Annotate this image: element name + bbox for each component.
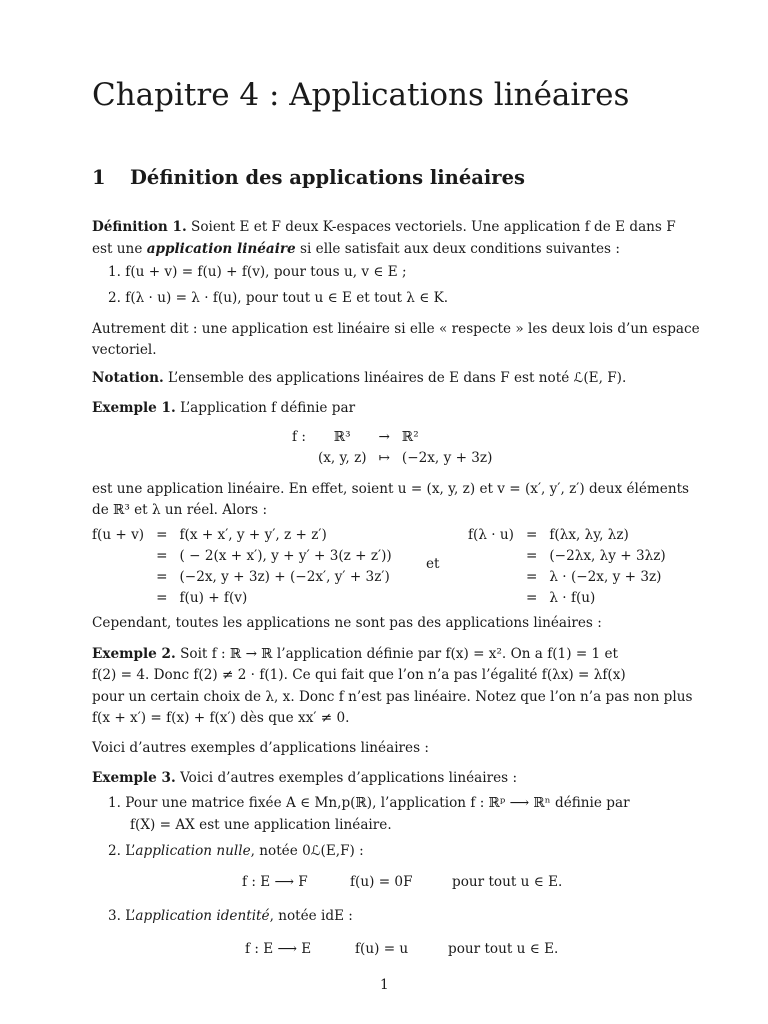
map-cell: (x, y, z)	[317, 449, 367, 466]
example2-line-1	[92, 647, 618, 663]
eq-row	[86, 587, 398, 608]
eq-lhs	[462, 545, 520, 566]
item2-formula-quantifier: pour tout u ∈ E.	[452, 874, 563, 890]
item3-prefix: 3. L’	[108, 908, 136, 924]
item2-formula-map: f : E ⟶ F	[242, 874, 308, 890]
eq-sign: =	[525, 568, 538, 585]
however-line: Cependant, toutes les applications ne sont pas des applications linéaires :	[92, 615, 602, 631]
example2-text-1: Soit f : ℝ → ℝ l’application définie par f(x) = x². On a f(1) = 1 et	[180, 646, 619, 662]
eq-rhs: ( − 2(x + x′), y + y′ + 3(z + z′))	[179, 547, 392, 564]
eq-row	[462, 524, 672, 545]
item3-term: application identité	[135, 908, 270, 924]
eq-row	[86, 566, 398, 587]
eq-rhs: f(x + x′, y + y′, z + z′)	[179, 526, 327, 543]
map-cell	[286, 447, 312, 468]
map-cell: ℝ³	[333, 428, 351, 445]
definition-item-2: 2. f(λ · u) = λ · f(u), pour tout u ∈ E et tout λ ∈ K.	[108, 290, 449, 306]
equations-connector: et	[426, 556, 440, 572]
item2-term: application nulle	[135, 843, 251, 859]
example2-line-4: f(x + x′) = f(x) + f(x′) dès que xx′ ≠ 0.	[92, 710, 350, 726]
eq-sign: =	[525, 547, 538, 564]
eq-rhs: (−2x, y + 3z) + (−2x′, y′ + 3z′)	[179, 568, 390, 585]
eq-sign: =	[525, 589, 538, 606]
eq-lhs	[86, 545, 150, 566]
map-cell: f :	[292, 428, 306, 445]
item3-suffix: , notée idE :	[269, 908, 353, 924]
eq-row	[462, 545, 672, 566]
eq-rhs: λ · f(u)	[549, 589, 596, 606]
notation-line	[92, 371, 626, 387]
example2-line-2: f(2) = 4. Donc f(2) ≠ 2 · f(1). Ce qui fait que l’on n’a pas l’égalité f(λx) = λf(x)	[92, 667, 626, 683]
map-row	[286, 447, 498, 468]
definition-label: Définition 1.	[92, 219, 187, 235]
eq-sign: =	[156, 547, 168, 564]
eq-rhs: λ · (−2x, y + 3z)	[549, 568, 662, 585]
definition-item-1: 1. f(u + v) = f(u) + f(v), pour tous u, v ∈ E ;	[108, 264, 407, 280]
definition-line-2	[92, 242, 620, 258]
eq-row	[86, 545, 398, 566]
right-equations	[462, 524, 672, 608]
map-cell: ℝ²	[401, 428, 419, 445]
definition-term: application linéaire	[146, 241, 296, 257]
example3-text: Voici d’autres exemples d’applications linéaires :	[180, 770, 518, 786]
eq-row	[462, 566, 672, 587]
example3-item-1-line-1: 1. Pour une matrice fixée A ∈ Mn,p(ℝ), l’application f : ℝᵖ ⟶ ℝⁿ définie par	[108, 795, 630, 811]
example3-item-1-line-2: f(X) = AX est une application linéaire.	[130, 817, 392, 833]
notation-text: L’ensemble des applications linéaires de E dans F est noté ℒ(E, F).	[168, 370, 627, 386]
definition-line-1	[92, 220, 676, 236]
other-examples-line: Voici d’autres exemples d’applications linéaires :	[92, 740, 429, 756]
map-row	[286, 426, 498, 447]
map-cell: (−2x, y + 3z)	[401, 449, 493, 466]
eq-sign: =	[156, 526, 168, 543]
eq-row	[86, 524, 398, 545]
example3-line	[92, 771, 517, 787]
item3-formula-quantifier: pour tout u ∈ E.	[448, 941, 559, 957]
item3-formula-map: f : E ⟶ E	[245, 941, 312, 957]
example1-text: L’application f définie par	[180, 400, 356, 416]
eq-row	[462, 587, 672, 608]
page-number: 1	[380, 977, 389, 993]
eq-sign: =	[525, 526, 538, 543]
example2-label: Exemple 2.	[92, 646, 176, 662]
example1-line	[92, 401, 355, 417]
example3-item-2	[108, 844, 364, 860]
definition-text-1: Soient E et F deux K-espaces vectoriels. Une application f de E dans F	[191, 219, 676, 235]
eq-sign: =	[156, 568, 168, 585]
eq-rhs: f(λx, λy, λz)	[549, 526, 629, 543]
example1-after-2: de ℝ³ et λ un réel. Alors :	[92, 502, 268, 518]
section-title: Définition des applications linéaires	[130, 166, 525, 189]
example3-item-3	[108, 909, 353, 925]
left-equations	[86, 524, 398, 608]
item2-suffix: , notée 0ℒ(E,F) :	[250, 843, 364, 859]
example3-label: Exemple 3.	[92, 770, 176, 786]
example1-label: Exemple 1.	[92, 400, 176, 416]
eq-rhs: f(u) + f(v)	[179, 589, 248, 606]
item2-prefix: 2. L’	[108, 843, 136, 859]
item3-formula-value: f(u) = u	[355, 941, 409, 957]
chapter-title: Chapitre 4 : Applications linéaires	[92, 77, 630, 113]
example1-map	[286, 426, 498, 468]
remark-line-1: Autrement dit : une application est linéaire si elle « respecte » les deux lois d’un espace	[92, 321, 700, 337]
eq-sign: =	[156, 589, 168, 606]
eq-rhs: (−2λx, λy + 3λz)	[549, 547, 666, 564]
eq-lhs	[462, 566, 520, 587]
definition-text-2a: est une	[92, 241, 143, 257]
map-cell: →	[378, 428, 390, 445]
item2-formula-value: f(u) = 0F	[350, 874, 413, 890]
notation-label: Notation.	[92, 370, 164, 386]
example1-after-1: est une application linéaire. En effet, soient u = (x, y, z) et v = (x′, y′, z′) deux éléments	[92, 481, 690, 497]
eq-lhs	[86, 566, 150, 587]
remark-line-2: vectoriel.	[92, 342, 157, 358]
map-cell: ↦	[378, 449, 390, 466]
example2-line-3: pour un certain choix de λ, x. Donc f n’est pas linéaire. Notez que l’on n’a pas non plus	[92, 689, 693, 705]
eq-lhs	[86, 587, 150, 608]
definition-text-2b: si elle satisfait aux deux conditions suivantes :	[300, 241, 620, 257]
section-number: 1	[92, 166, 106, 189]
eq-lhs: f(λ · u)	[468, 526, 514, 543]
eq-lhs: f(u + v)	[92, 526, 145, 543]
eq-lhs	[462, 587, 520, 608]
